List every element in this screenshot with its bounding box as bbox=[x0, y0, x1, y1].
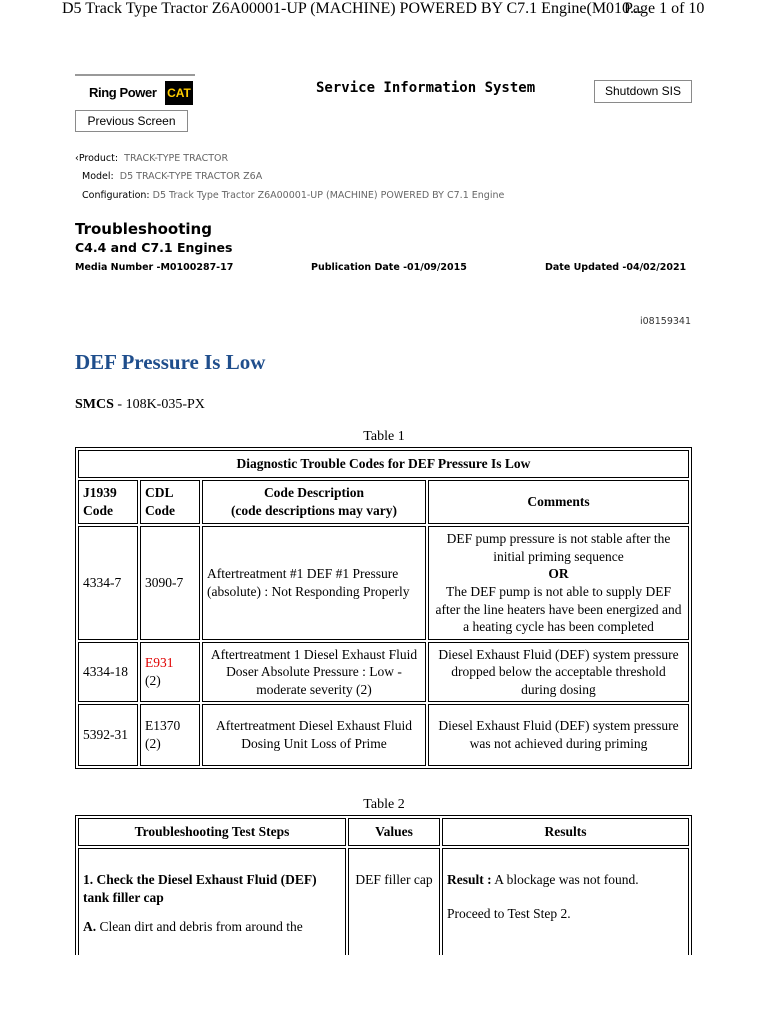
comments: Diesel Exhaust Fluid (DEF) system pressure dropped below the acceptable threshold during dosing bbox=[428, 642, 689, 702]
table-2-caption: Table 2 bbox=[363, 797, 405, 812]
column-header-results: Results bbox=[442, 818, 689, 846]
cat-logo: CAT bbox=[165, 81, 193, 105]
j1939-code: 4334-18 bbox=[78, 642, 138, 702]
publication-date: Publication Date -01/09/2015 bbox=[311, 262, 467, 273]
j1939-code: 5392-31 bbox=[78, 704, 138, 766]
result-label: Result : bbox=[447, 872, 492, 887]
smcs-value: - 108K-035-PX bbox=[113, 397, 205, 412]
model-value: D5 TRACK-TYPE TRACTOR Z6A bbox=[119, 171, 263, 182]
product-value: TRACK-TYPE TRACTOR bbox=[124, 153, 229, 164]
cdl-code-link[interactable]: E931 bbox=[145, 655, 174, 671]
proceed-instruction: Proceed to Test Step 2. bbox=[447, 905, 571, 921]
test-step-instruction: A. Clean dirt and debris from around the bbox=[83, 919, 303, 935]
column-header-comments: Comments bbox=[428, 480, 689, 524]
shutdown-button[interactable]: Shutdown SIS bbox=[594, 80, 692, 103]
document-title: D5 Track Type Tractor Z6A00001-UP (MACHINE) POWERED BY C7.1 Engine(M010... bbox=[62, 0, 643, 17]
test-step-title: 1. Check the Diesel Exhaust Fluid (DEF) tank filler cap bbox=[83, 872, 317, 905]
cdl-code: E1370 (2) bbox=[140, 704, 200, 766]
code-description: Aftertreatment 1 Diesel Exhaust Fluid Doser Absolute Pressure : Low - moderate severity (2) bbox=[202, 642, 426, 702]
column-header-values: Values bbox=[348, 818, 440, 846]
configuration-value: D5 Track Type Tractor Z6A00001-UP (MACHINE) POWERED BY C7.1 Engine bbox=[152, 190, 505, 201]
cdl-code: E931 (2) bbox=[140, 642, 200, 702]
code-description: Aftertreatment Diesel Exhaust Fluid Dosing Unit Loss of Prime bbox=[202, 704, 426, 766]
configuration-label: Configuration: bbox=[82, 190, 150, 201]
comments: DEF pump pressure is not stable after the initial priming sequence OR The DEF pump is not able to supply DEF after the line heaters have been energized and a heating cycle has been completed bbox=[428, 526, 689, 640]
reference-id: i08159341 bbox=[640, 316, 691, 327]
code-description: Aftertreatment #1 DEF #1 Pressure (absolute) : Not Responding Properly bbox=[202, 526, 426, 640]
column-header-steps: Troubleshooting Test Steps bbox=[78, 818, 346, 846]
column-header-description: Code Description (code descriptions may vary) bbox=[202, 480, 426, 524]
column-header-j1939: J1939 Code bbox=[78, 480, 138, 524]
table-header: Diagnostic Trouble Codes for DEF Pressure Is Low bbox=[78, 450, 689, 478]
smcs-label: SMCS bbox=[75, 397, 114, 412]
comments: Diesel Exhaust Fluid (DEF) system pressure was not achieved during priming bbox=[428, 704, 689, 766]
date-updated: Date Updated -04/02/2021 bbox=[545, 262, 687, 273]
column-header-cdl: CDL Code bbox=[140, 480, 200, 524]
section-title: Troubleshooting bbox=[75, 220, 212, 238]
page-title: DEF Pressure Is Low bbox=[75, 350, 266, 374]
dealer-name: Ring Power bbox=[89, 85, 157, 100]
section-subtitle: C4.4 and C7.1 Engines bbox=[75, 240, 233, 255]
product-label: Product: bbox=[78, 153, 119, 164]
table-row bbox=[78, 848, 689, 955]
test-value: DEF filler cap bbox=[348, 848, 440, 955]
previous-screen-button[interactable]: Previous Screen bbox=[75, 110, 188, 132]
media-number: Media Number -M0100287-17 bbox=[75, 262, 234, 273]
app-title: Service Information System bbox=[316, 80, 536, 96]
j1939-code: 4334-7 bbox=[78, 526, 138, 640]
test-steps-table bbox=[75, 815, 692, 955]
back-arrow-icon[interactable]: ‹ bbox=[75, 153, 79, 164]
table-1-caption: Table 1 bbox=[363, 429, 405, 444]
cdl-code: 3090-7 bbox=[140, 526, 200, 640]
test-result bbox=[442, 848, 689, 955]
result-text: A blockage was not found. bbox=[491, 872, 639, 887]
model-label: Model: bbox=[82, 171, 114, 182]
page-indicator: Page 1 of 10 bbox=[624, 0, 705, 17]
test-step bbox=[78, 848, 346, 955]
